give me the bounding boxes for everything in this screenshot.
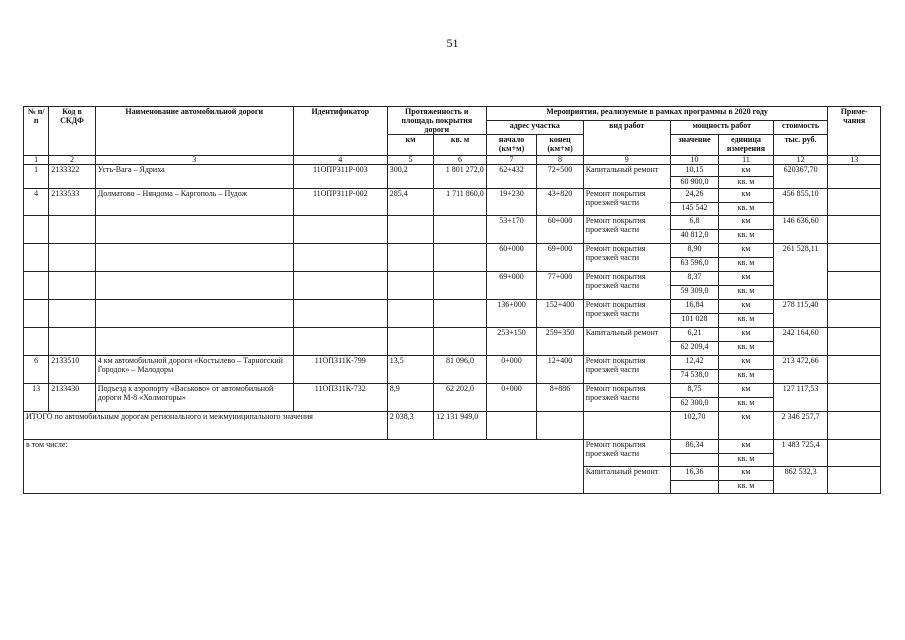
table-row xyxy=(24,300,881,314)
row-road-name: Долматово – Няндома – Каргополь – Пудож xyxy=(95,189,293,216)
col-num: 11 xyxy=(719,156,774,165)
row-value: 59 309,0 xyxy=(670,286,719,300)
row-value: 16,84 xyxy=(670,300,719,314)
row-unit: кв. м xyxy=(719,177,774,189)
row-code: 2133322 xyxy=(49,165,95,189)
total-cost: 2 346 257,7 xyxy=(773,412,828,440)
row-start: 136+000 xyxy=(486,300,537,328)
row-value: 63 596,0 xyxy=(670,258,719,272)
row-unit: км xyxy=(719,300,774,314)
row-unit: кв. м xyxy=(719,258,774,272)
row-km: 13,5 xyxy=(387,356,433,384)
row-value: 8,37 xyxy=(670,272,719,286)
row-unit: км xyxy=(719,328,774,342)
row-cost: 278 115,40 xyxy=(773,300,828,328)
row-num: 4 xyxy=(24,189,49,216)
row-value: 101 028 xyxy=(670,314,719,328)
row-unit: кв. м xyxy=(719,230,774,244)
col-num: 7 xyxy=(486,156,537,165)
row-unit: кв. м xyxy=(719,314,774,328)
row-road-name: 4 км автомобильной дороги «Костылево – Тарногский Городок» – Малодоры xyxy=(95,356,293,384)
row-end: 8+886 xyxy=(537,384,583,412)
including-work-type: Капитальный ремонт xyxy=(583,467,670,494)
row-unit: кв. м xyxy=(719,370,774,384)
total-sqm: 12 131 949,0 xyxy=(434,412,487,440)
including-cost: 1 483 725,4 xyxy=(773,440,828,467)
col-num: 2 xyxy=(49,156,95,165)
header-capacity: мощность работ xyxy=(670,121,773,135)
row-work-type: Ремонт покрытия проезжей части xyxy=(583,244,670,272)
row-unit: кв. м xyxy=(719,398,774,412)
row-unit: км xyxy=(719,216,774,230)
table-row xyxy=(24,165,881,177)
including-row xyxy=(24,440,881,454)
row-unit: км xyxy=(719,165,774,177)
including-value: 86,34 xyxy=(670,440,719,454)
row-unit: км xyxy=(719,356,774,370)
row-work-type: Капитальный ремонт xyxy=(583,328,670,356)
row-km: 300,2 xyxy=(387,165,433,189)
row-identifier: 11ОПЗ11К-732 xyxy=(293,384,387,412)
col-num: 3 xyxy=(95,156,293,165)
header-length: Протяженность и площадь покрытия дороги xyxy=(387,107,486,135)
table-row xyxy=(24,328,881,342)
row-unit: км xyxy=(719,384,774,398)
header-cost: стоимость xyxy=(773,121,828,135)
row-km: 8,9 xyxy=(387,384,433,412)
total-label: ИТОГО по автомобильным дорогам регионального и межмуниципального значения xyxy=(24,412,388,440)
row-end: 69+000 xyxy=(537,244,583,272)
col-num: 10 xyxy=(670,156,719,165)
row-identifier: 11ОПРЗ11Р-002 xyxy=(293,189,387,216)
header-name: Наименование автомобильной дороги xyxy=(95,107,293,156)
row-unit: км xyxy=(719,244,774,258)
total-km: 2 038,3 xyxy=(387,412,433,440)
row-value: 12,42 xyxy=(670,356,719,370)
header-address: адрес участка xyxy=(486,121,583,135)
row-notes xyxy=(828,189,881,216)
header-value: значение xyxy=(670,135,719,156)
row-unit: км xyxy=(719,189,774,203)
row-cost: 620367,70 xyxy=(773,165,828,189)
row-start: 0+000 xyxy=(486,384,537,412)
total-unit: км xyxy=(719,412,774,440)
col-num: 1 xyxy=(24,156,49,165)
column-numbers-row xyxy=(24,156,881,165)
page-number: 51 xyxy=(446,36,459,50)
row-unit: кв. м xyxy=(719,286,774,300)
row-end: 77+000 xyxy=(537,272,583,300)
row-start: 53+170 xyxy=(486,216,537,244)
table-row xyxy=(24,244,881,258)
row-sqm: 62 202,0 xyxy=(434,384,487,412)
row-code: 2133510 xyxy=(49,356,95,384)
including-unit: кв. м xyxy=(719,481,774,494)
row-value: 8,75 xyxy=(670,384,719,398)
row-value: 60 900,0 xyxy=(670,177,719,189)
row-value: 74 538,0 xyxy=(670,370,719,384)
row-end: 72+500 xyxy=(537,165,583,189)
header-measures: Мероприятия, реализуемые в рамках программы в 2020 году xyxy=(486,107,828,121)
row-end: 60+000 xyxy=(537,216,583,244)
header-unit: единица измерения xyxy=(719,135,774,156)
col-num: 4 xyxy=(293,156,387,165)
row-start: 60+000 xyxy=(486,244,537,272)
row-sqm: 1 801 272,0 xyxy=(434,165,487,189)
header-work-type: вид работ xyxy=(583,121,670,156)
col-num: 6 xyxy=(434,156,487,165)
including-label: в том числе: xyxy=(24,440,584,494)
col-num: 13 xyxy=(828,156,881,165)
header-start: начало (км+м) xyxy=(486,135,537,156)
row-start: 0+000 xyxy=(486,356,537,384)
row-road-name: Подъезд к аэропорту «Васьково» от автомобильной дороги М-8 «Холмогоры» xyxy=(95,384,293,412)
row-cost: 242 164,60 xyxy=(773,328,828,356)
row-value: 40 812,0 xyxy=(670,230,719,244)
table-row xyxy=(24,216,881,230)
row-km: 285,4 xyxy=(387,189,433,216)
header-num: № п/п xyxy=(24,107,49,156)
row-cost: 456 855,10 xyxy=(773,189,828,216)
header-notes: Приме-чания xyxy=(828,107,881,156)
col-num: 8 xyxy=(537,156,583,165)
row-work-type: Ремонт покрытия проезжей части xyxy=(583,216,670,244)
header-sqm: кв. м xyxy=(434,135,487,156)
header-thousand-rub: тыс. руб. xyxy=(773,135,828,156)
row-value: 6,8 xyxy=(670,216,719,230)
row-identifier: 11ОПРЗ11Р-003 xyxy=(293,165,387,189)
col-num: 9 xyxy=(583,156,670,165)
row-unit: кв. м xyxy=(719,342,774,356)
row-num: 13 xyxy=(24,384,49,412)
row-unit: км xyxy=(719,272,774,286)
row-cost: 213 472,66 xyxy=(773,356,828,384)
including-work-type: Ремонт покрытия проезжей части xyxy=(583,440,670,467)
row-end: 43+820 xyxy=(537,189,583,216)
row-code: 2133430 xyxy=(49,384,95,412)
including-unit: кв. м xyxy=(719,454,774,467)
row-value: 145 542 xyxy=(670,203,719,216)
road-program-table xyxy=(23,106,881,494)
row-work-type: Ремонт покрытия проезжей части xyxy=(583,384,670,412)
header-code: Код в СКДФ xyxy=(49,107,95,156)
row-work-type: Ремонт покрытия проезжей части xyxy=(583,189,670,216)
row-value: 62 209,4 xyxy=(670,342,719,356)
table-row xyxy=(24,189,881,203)
row-work-type: Ремонт покрытия проезжей части xyxy=(583,300,670,328)
row-sqm: 1 711 860,0 xyxy=(434,189,487,216)
header-end: конец (км+м) xyxy=(537,135,583,156)
row-work-type: Ремонт покрытия проезжей части xyxy=(583,356,670,384)
row-code: 2133533 xyxy=(49,189,95,216)
row-num: 6 xyxy=(24,356,49,384)
including-unit: км xyxy=(719,467,774,481)
including-cost: 862 532,3 xyxy=(773,467,828,494)
row-unit: кв. м xyxy=(719,203,774,216)
col-num: 5 xyxy=(387,156,433,165)
header-identifier: Идентификатор xyxy=(293,107,387,156)
total-row xyxy=(24,412,881,440)
row-cost: 261 528,11 xyxy=(773,244,828,300)
row-start: 62+432 xyxy=(486,165,537,189)
row-value: 6,21 xyxy=(670,328,719,342)
header-km: км xyxy=(387,135,433,156)
col-num: 12 xyxy=(773,156,828,165)
row-end: 259+350 xyxy=(537,328,583,356)
row-road-name: Усть-Вага – Ядриха xyxy=(95,165,293,189)
row-end: 152+400 xyxy=(537,300,583,328)
row-value: 62 300,0 xyxy=(670,398,719,412)
table-row xyxy=(24,272,881,286)
row-notes xyxy=(828,165,881,189)
row-start: 69+000 xyxy=(486,272,537,300)
row-work-type: Ремонт покрытия проезжей части xyxy=(583,272,670,300)
table-row xyxy=(24,356,881,370)
row-value: 24,26 xyxy=(670,189,719,203)
including-unit: км xyxy=(719,440,774,454)
row-cost: 146 636,60 xyxy=(773,216,828,244)
row-num: 1 xyxy=(24,165,49,189)
row-value: 8,90 xyxy=(670,244,719,258)
row-start: 253+150 xyxy=(486,328,537,356)
row-end: 12+400 xyxy=(537,356,583,384)
row-sqm: 81 096,0 xyxy=(434,356,487,384)
row-start: 19+230 xyxy=(486,189,537,216)
including-value: 16,36 xyxy=(670,467,719,481)
row-work-type: Капитальный ремонт xyxy=(583,165,670,189)
row-cost: 127 117,53 xyxy=(773,384,828,412)
table-row xyxy=(24,384,881,398)
row-value: 10,15 xyxy=(670,165,719,177)
total-value: 102,70 xyxy=(670,412,719,440)
row-identifier: 11ОПЗ11К-799 xyxy=(293,356,387,384)
